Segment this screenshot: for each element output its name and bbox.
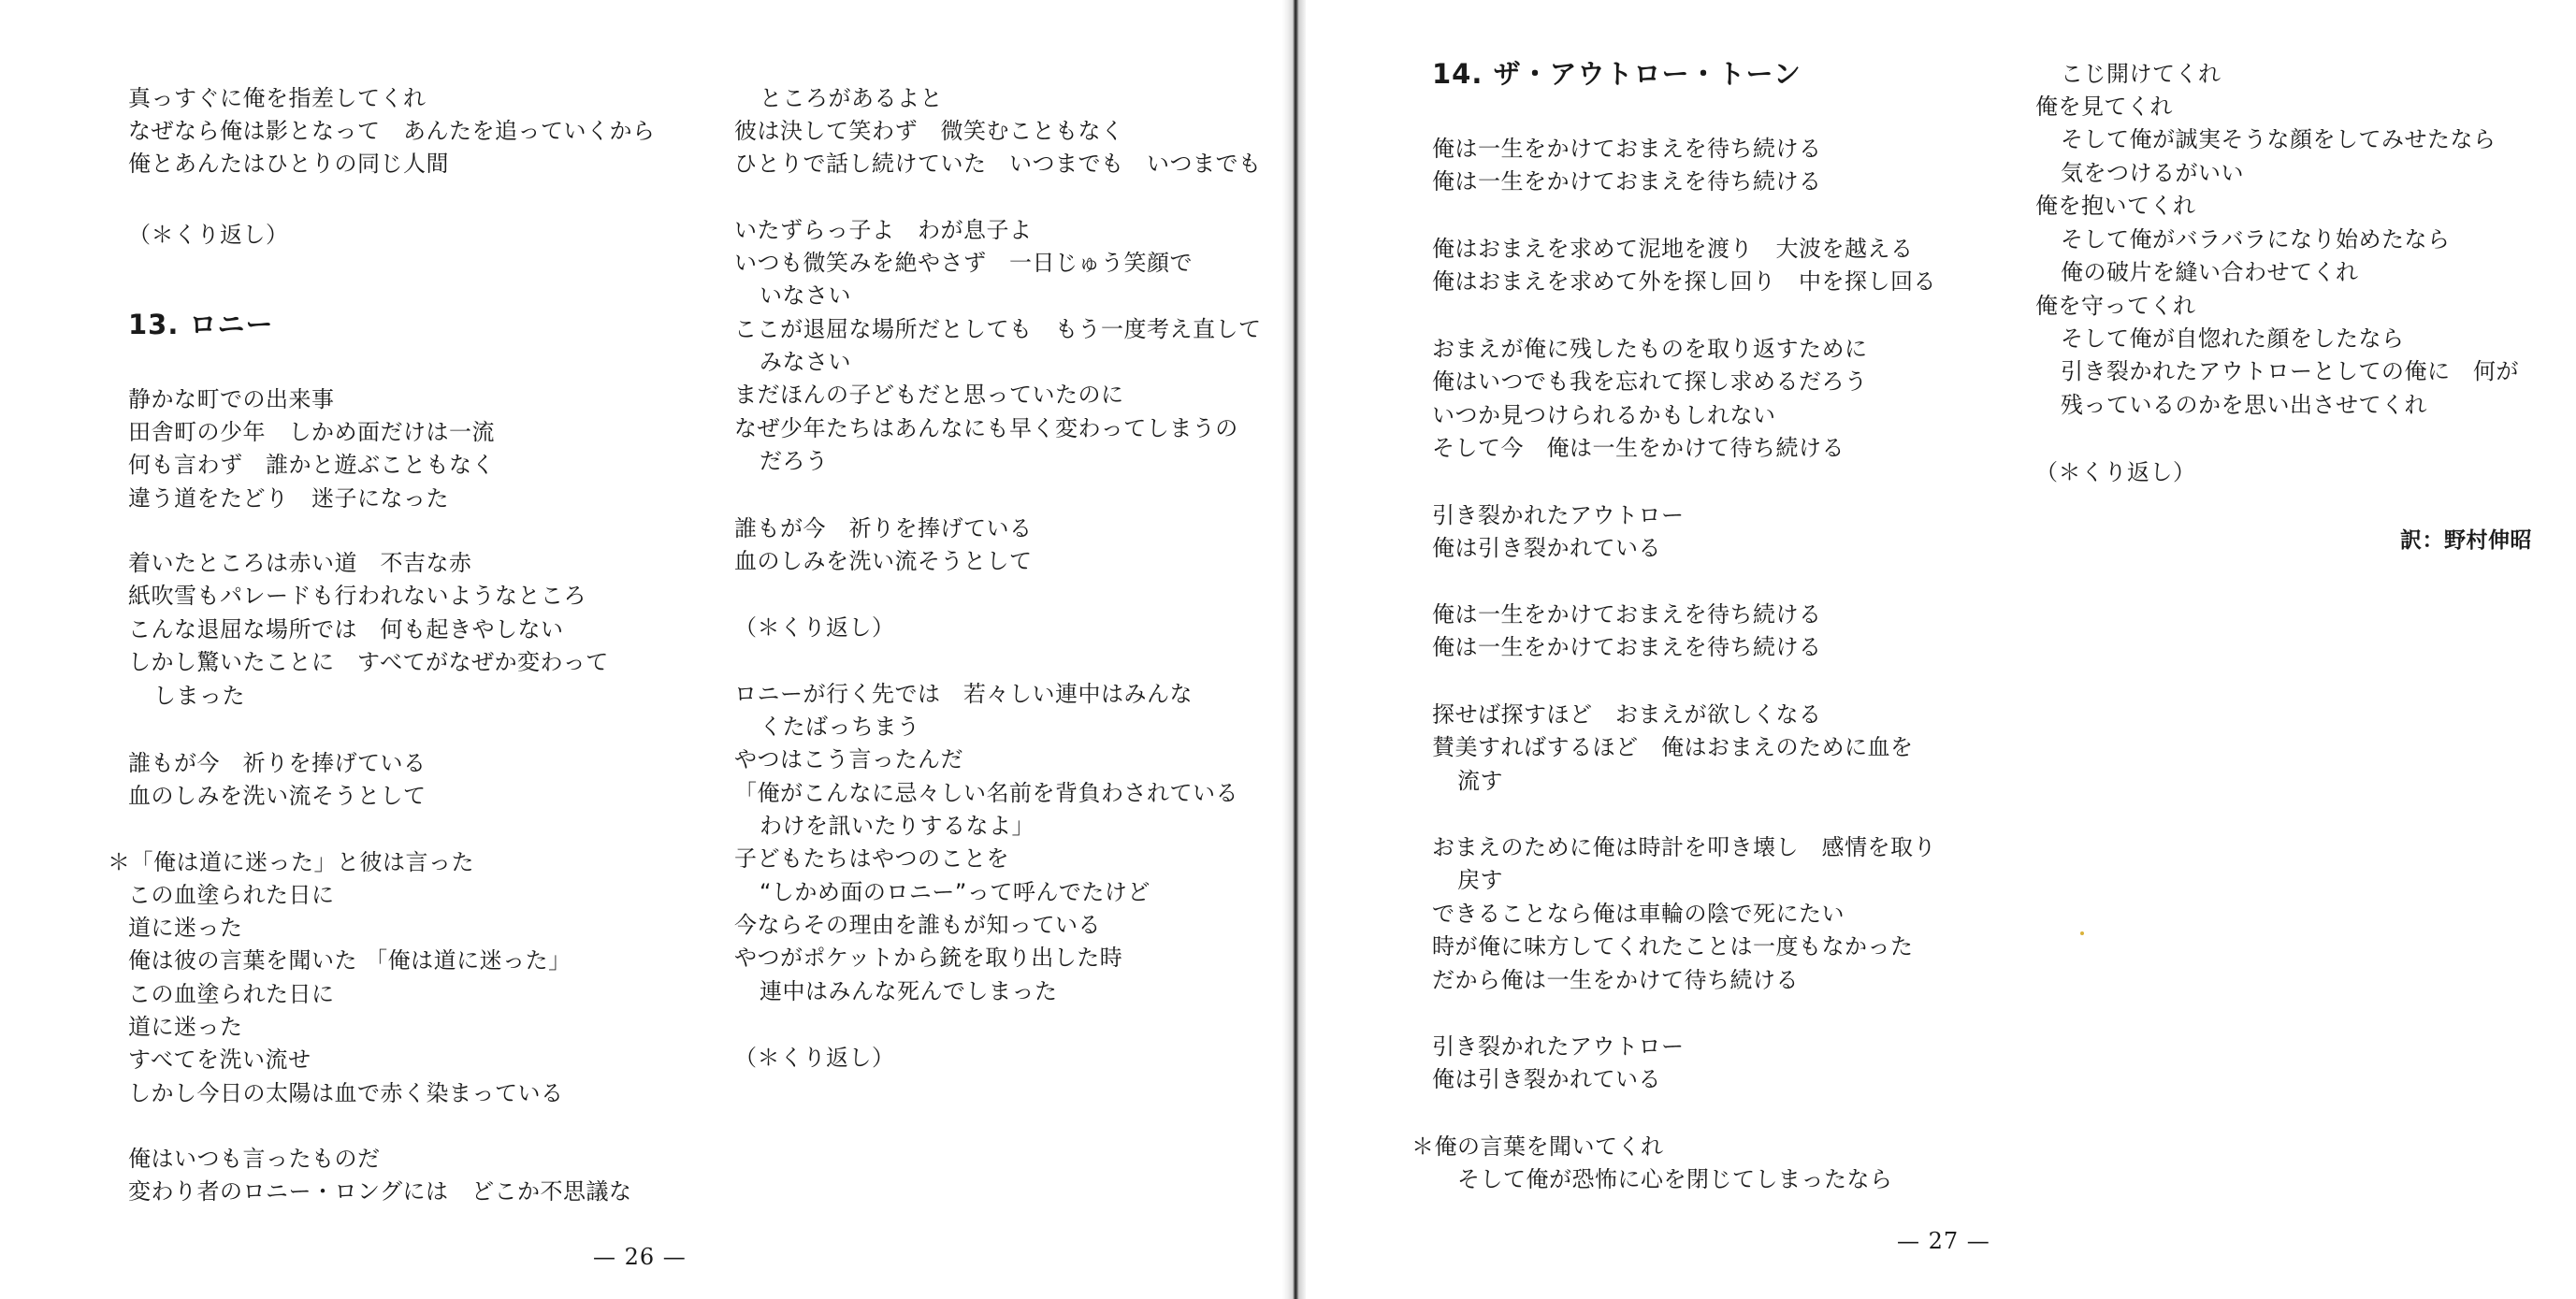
lyric-line: 時が俺に味方してくれたことは一度もなかった bbox=[1432, 933, 1914, 960]
lyric-line: すべてを洗い流せ bbox=[128, 1046, 311, 1073]
lyric-line: できることなら俺は車輪の陰で死にたい bbox=[1432, 901, 1845, 927]
lyric-line: 何も言わず 誰かと遊ぶこともなく bbox=[128, 452, 495, 478]
lyric-line: 静かな町での出来事 bbox=[128, 386, 335, 412]
lyric-line: 変わり者のロニー・ロングには どこか不思議な bbox=[128, 1178, 632, 1205]
lyric-line: いつも微笑みを絶やさず 一日じゅう笑顔で bbox=[734, 250, 1193, 276]
lyric-line: 戻す bbox=[1457, 867, 1503, 893]
lyric-line: 着いたところは赤い道 不吉な赤 bbox=[128, 550, 472, 576]
lyric-line: 俺は引き裂かれている bbox=[1432, 535, 1661, 561]
lyric-line: ＊「俺は道に迷った」と彼は言った bbox=[108, 849, 474, 875]
lyric-line: この血塗られた日に bbox=[128, 882, 335, 908]
lyric-line: 気をつけるがいい bbox=[2061, 160, 2244, 186]
lyric-line: （＊くり返し） bbox=[128, 222, 289, 248]
lyric-line: 俺を抱いてくれ bbox=[2035, 193, 2196, 219]
lyric-line: 探せば探すほど おまえが欲しくなる bbox=[1432, 701, 1822, 728]
lyric-line: しまった bbox=[153, 683, 245, 709]
lyric-line: 俺はおまえを求めて泥地を渡り 大波を越える bbox=[1432, 236, 1914, 262]
lyric-line: 俺はいつも言ったものだ bbox=[128, 1146, 381, 1172]
lyric-line: わけを訊いたりするなよ」 bbox=[760, 813, 1035, 839]
paper-speck bbox=[2080, 931, 2084, 935]
lyric-line: 俺を守ってくれ bbox=[2035, 293, 2196, 319]
lyric-line: おまえが俺に残したものを取り返すために bbox=[1432, 336, 1868, 362]
lyric-line: ひとりで話し続けていた いつまでも いつまでも bbox=[734, 151, 1262, 177]
lyric-line: 俺は一生をかけておまえを待ち続ける bbox=[1432, 601, 1822, 628]
song-title: 14. ザ・アウトロー・トーン bbox=[1432, 58, 1802, 90]
lyric-line: いなさい bbox=[760, 282, 851, 309]
lyric-line: （＊くり返し） bbox=[734, 614, 895, 641]
lyric-line: そして俺が誠実そうな顔をしてみせたなら bbox=[2061, 126, 2496, 152]
lyric-line: 血のしみを洗い流そうとして bbox=[128, 783, 427, 809]
lyric-line: 俺はおまえを求めて外を探し回り 中を探し回る bbox=[1432, 268, 1936, 295]
lyric-line: なぜ少年たちはあんなにも早く変わってしまうの bbox=[734, 415, 1238, 441]
lyric-line: 俺は一生をかけておまえを待ち続ける bbox=[1432, 136, 1822, 162]
lyric-line: そして今 俺は一生をかけて待ち続ける bbox=[1432, 435, 1845, 461]
lyric-line: 誰もが今 祈りを捧げている bbox=[128, 750, 427, 776]
lyric-line: （＊くり返し） bbox=[2035, 459, 2196, 485]
lyric-line: 連中はみんな死んでしまった bbox=[760, 978, 1058, 1004]
lyric-line: 引き裂かれたアウトロー bbox=[1432, 502, 1685, 528]
lyric-line: 血のしみを洗い流そうとして bbox=[734, 548, 1033, 574]
lyric-line: 賛美すればするほど 俺はおまえのために血を bbox=[1432, 734, 1914, 760]
lyric-line: 今ならその理由を誰もが知っている bbox=[734, 912, 1101, 938]
lyric-line: 真っすぐに俺を指差してくれ bbox=[128, 85, 427, 111]
lyric-line: 俺はいつでも我を忘れて探し求めるだろう bbox=[1432, 368, 1868, 395]
translator-credit: 訳：野村伸昭 bbox=[2400, 528, 2532, 553]
lyric-line: だから俺は一生をかけて待ち続ける bbox=[1432, 967, 1799, 993]
lyric-line: いたずらっ子よ わが息子よ bbox=[734, 217, 1033, 243]
lyric-line: しかし今日の太陽は血で赤く染まっている bbox=[128, 1080, 564, 1106]
lyric-line: 俺は彼の言葉を聞いた 「俺は道に迷った」 bbox=[128, 947, 572, 974]
lyric-line: いつか見つけられるかもしれない bbox=[1432, 402, 1776, 428]
lyric-line: やつがポケットから銃を取り出した時 bbox=[734, 945, 1123, 971]
lyric-line: こんな退屈な場所では 何も起きやしない bbox=[128, 616, 564, 642]
lyric-line: 俺を見てくれ bbox=[2035, 94, 2173, 120]
lyric-line: なぜなら俺は影となって あんたを追っていくから bbox=[128, 118, 656, 144]
lyric-line: “しかめ面のロニー”って呼んでたけど bbox=[760, 879, 1151, 905]
lyric-line: そして俺がバラバラになり始めたなら bbox=[2061, 226, 2451, 253]
lyric-line: 道に迷った bbox=[128, 1014, 243, 1040]
lyric-line: 誰もが今 祈りを捧げている bbox=[734, 515, 1033, 541]
lyric-line: こじ開けてくれ bbox=[2061, 61, 2221, 87]
lyric-line: しかし驚いたことに すべてがなぜか変わって bbox=[128, 649, 609, 675]
lyric-line: 紙吹雪もパレードも行われないようなところ bbox=[128, 583, 586, 609]
lyric-line: 子どもたちはやつのことを bbox=[734, 845, 1009, 872]
song-title: 13. ロニー bbox=[128, 309, 274, 340]
lyric-line: ところがあるよと bbox=[760, 85, 943, 111]
right-page bbox=[1306, 0, 2576, 1299]
lyric-line: 俺は一生をかけておまえを待ち続ける bbox=[1432, 634, 1822, 660]
lyric-line: 俺とあんたはひとりの同じ人間 bbox=[128, 151, 449, 177]
lyric-line: 残っているのかを思い出させてくれ bbox=[2061, 392, 2427, 418]
lyric-line: 俺の破片を縫い合わせてくれ bbox=[2061, 259, 2359, 285]
page-number-right: — 27 — bbox=[1897, 1228, 1990, 1254]
lyric-line: ＊俺の言葉を聞いてくれ bbox=[1411, 1133, 1664, 1160]
lyric-line: 引き裂かれたアウトローとしての俺に 何が bbox=[2061, 358, 2519, 384]
lyric-line: だろう bbox=[760, 448, 829, 474]
lyric-line: 道に迷った bbox=[128, 915, 243, 941]
lyric-line: 俺は一生をかけておまえを待ち続ける bbox=[1432, 168, 1822, 195]
lyric-line: 「俺がこんなに忌々しい名前を背負わされている bbox=[734, 780, 1238, 806]
lyric-line: やつはこう言ったんだ bbox=[734, 746, 963, 772]
lyric-line: 引き裂かれたアウトロー bbox=[1432, 1033, 1685, 1060]
lyric-line: 俺は引き裂かれている bbox=[1432, 1066, 1661, 1092]
lyric-line: ここが退屈な場所だとしても もう一度考え直して bbox=[734, 316, 1262, 342]
lyric-line: 流す bbox=[1457, 768, 1503, 794]
page-number-left: — 26 — bbox=[593, 1244, 687, 1270]
lyric-line: 違う道をたどり 迷子になった bbox=[128, 485, 449, 512]
lyric-line: まだほんの子どもだと思っていたのに bbox=[734, 382, 1124, 408]
lyric-line: みなさい bbox=[760, 349, 851, 375]
lyric-line: おまえのために俺は時計を叩き壊し 感情を取り bbox=[1432, 834, 1936, 860]
lyric-line: 田舎町の少年 しかめ面だけは一流 bbox=[128, 419, 495, 445]
lyric-line: そして俺が自惚れた顔をしたなら bbox=[2061, 325, 2405, 352]
lyric-line: （＊くり返し） bbox=[734, 1045, 895, 1071]
lyric-line: この血塗られた日に bbox=[128, 981, 335, 1007]
lyric-line: くたばっちまう bbox=[760, 714, 920, 740]
lyric-line: 彼は決して笑わず 微笑むこともなく bbox=[734, 118, 1124, 144]
lyric-line: そして俺が恐怖に心を閉じてしまったなら bbox=[1457, 1166, 1893, 1192]
lyric-line: ロニーが行く先では 若々しい連中はみんな bbox=[734, 681, 1193, 707]
